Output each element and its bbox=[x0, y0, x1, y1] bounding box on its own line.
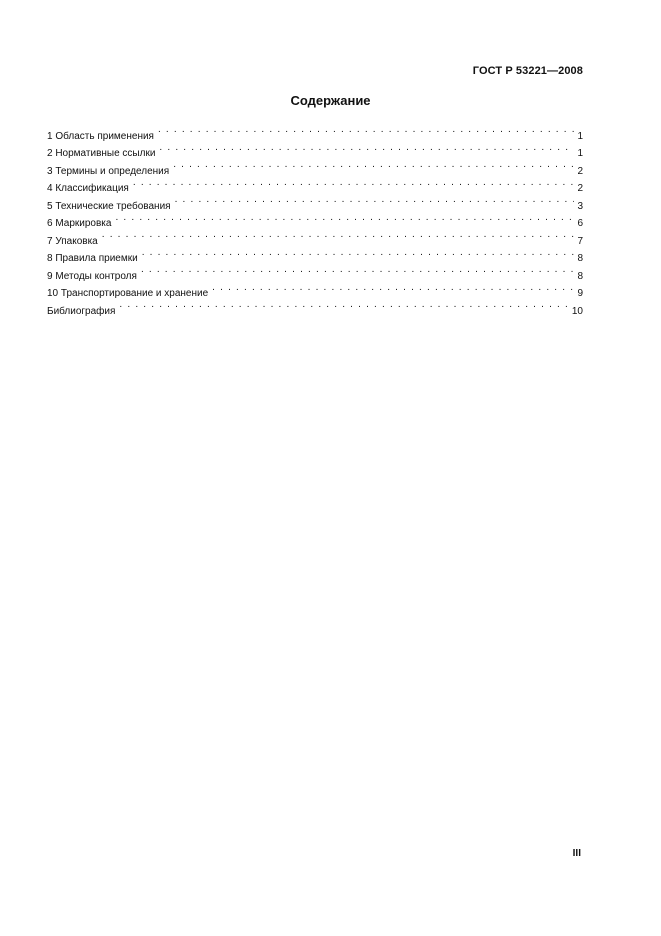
toc-entry-label: 8 Правила приемки bbox=[47, 253, 138, 264]
toc-dot-leader bbox=[210, 279, 574, 297]
toc-dot-leader bbox=[140, 244, 575, 262]
page-number: III bbox=[572, 848, 581, 859]
toc-dot-leader bbox=[100, 226, 575, 244]
toc-entry-label: 4 Классификация bbox=[47, 183, 129, 194]
toc-entry-page: 8 bbox=[577, 270, 583, 282]
toc-entry-label: 5 Технические требования bbox=[47, 200, 171, 212]
toc-entry-label: 6 Маркировка bbox=[47, 218, 112, 229]
document-code: ГОСТ Р 53221—2008 bbox=[472, 65, 583, 77]
toc-entry-page: 2 bbox=[577, 165, 583, 177]
toc-entry-page: 7 bbox=[577, 235, 583, 247]
toc-entry[interactable] bbox=[47, 296, 583, 317]
toc-entry-label: 3 Термины и определения bbox=[47, 165, 170, 177]
toc-dot-leader bbox=[117, 296, 568, 314]
toc-entry[interactable] bbox=[47, 244, 583, 262]
toc-dot-leader bbox=[113, 209, 574, 227]
toc-entry-page: 3 bbox=[577, 200, 583, 212]
toc-entry-page: 9 bbox=[577, 288, 583, 299]
toc-entry-label: 9 Методы контроля bbox=[47, 270, 137, 282]
toc-entry-page: 10 bbox=[571, 305, 583, 317]
toc-entry-label: 10 Транспортирование и хранение bbox=[47, 288, 209, 299]
toc-entry-page: 6 bbox=[577, 218, 583, 229]
toc-entry-page: 2 bbox=[577, 183, 583, 194]
toc-dot-leader bbox=[156, 121, 574, 139]
toc-entry-label: 2 Нормативные ссылки bbox=[47, 148, 156, 159]
toc-dot-leader bbox=[131, 174, 575, 192]
toc-entry[interactable] bbox=[47, 226, 583, 247]
toc-entry[interactable] bbox=[47, 121, 583, 142]
toc-title: Содержание bbox=[290, 93, 371, 108]
toc-entry-label: Библиография bbox=[47, 305, 116, 317]
toc-dot-leader bbox=[173, 191, 575, 209]
toc-entry[interactable] bbox=[47, 209, 583, 227]
table-of-contents bbox=[47, 121, 583, 317]
toc-entry-page: 1 bbox=[577, 130, 583, 142]
toc-dot-leader bbox=[157, 139, 574, 157]
toc-entry-page: 1 bbox=[577, 148, 583, 159]
toc-dot-leader bbox=[139, 261, 575, 279]
toc-entry-label: 7 Упаковка bbox=[47, 235, 98, 247]
toc-entry-page: 8 bbox=[577, 253, 583, 264]
toc-entry-label: 1 Область применения bbox=[47, 130, 154, 142]
toc-dot-leader bbox=[171, 156, 574, 174]
